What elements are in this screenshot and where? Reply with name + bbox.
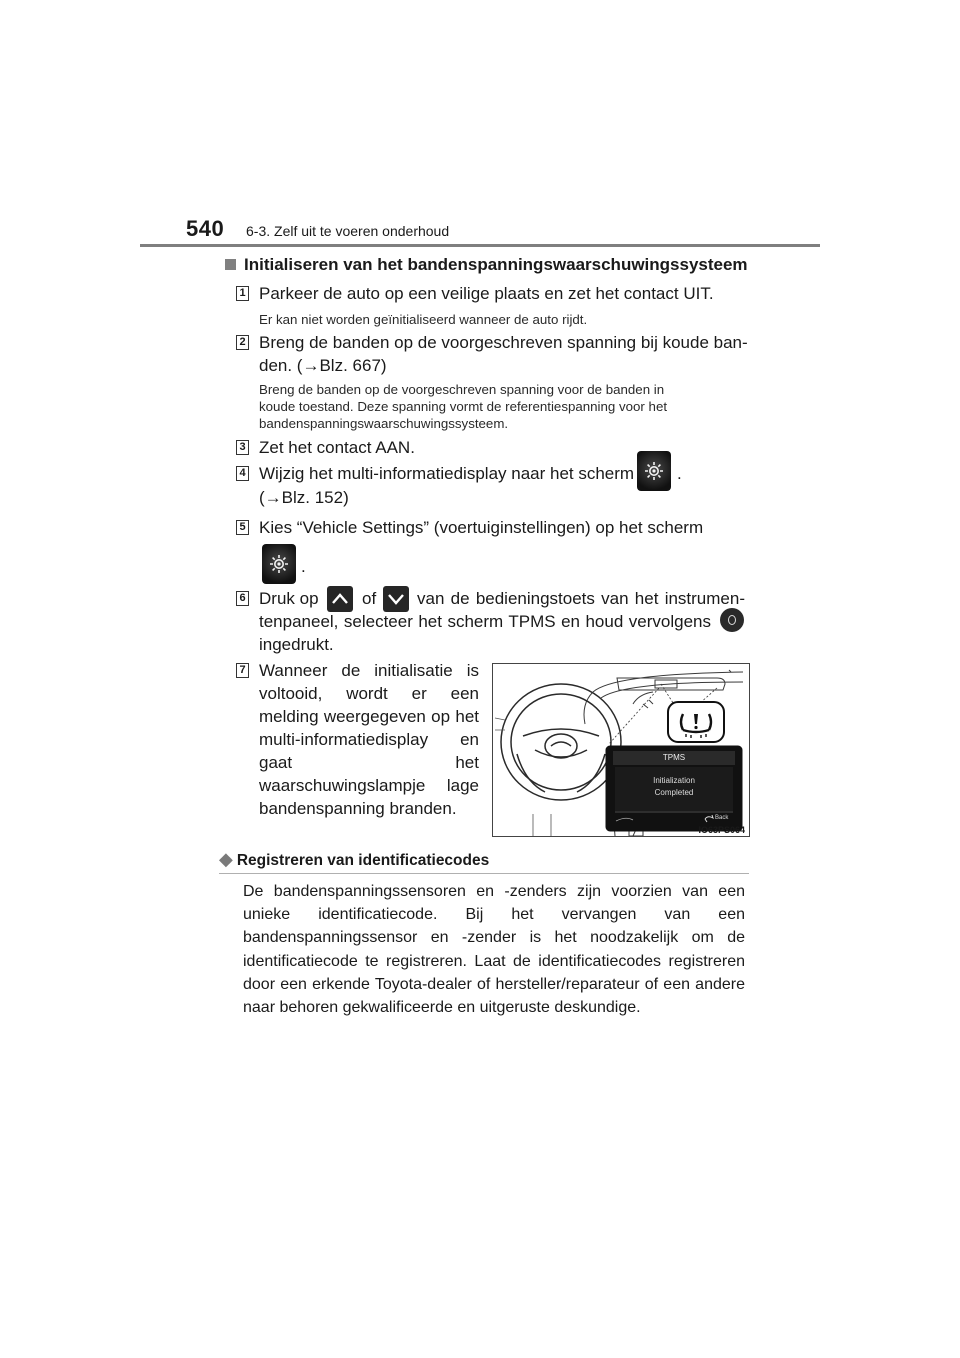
instrument-panel-illustration: [492, 663, 750, 837]
settings-gear-icon: [637, 451, 671, 491]
header-divider: [140, 244, 820, 247]
subsection-heading-text: Registreren van identificatiecodes: [236, 852, 490, 869]
diamond-bullet-icon: ◆: [219, 849, 233, 869]
figure-code: IO63PS064: [698, 825, 745, 835]
step-number-7: 7: [236, 663, 249, 678]
step-1-note: Er kan niet worden geïnitialiseerd wanneer de auto rijdt.: [259, 312, 588, 327]
step-2-note-line1: Breng de banden op de voorgeschreven spanning voor de banden in: [259, 382, 665, 397]
subsection-divider: [219, 873, 749, 874]
step-6-line3: ingedrukt.: [259, 635, 334, 654]
step-number-3: 3: [236, 440, 249, 455]
step-2-note-line2: koude toestand. Deze spanning vormt de referentiespanning voor het: [259, 399, 668, 414]
settings-gear-icon: [262, 544, 296, 584]
down-arrow-button-icon: [383, 586, 409, 612]
step-2-note-line3: bandenspanningswaarschuwingssysteem.: [259, 416, 509, 431]
step-6-druk-op: Druk op: [259, 589, 319, 608]
step-number-1: 1: [236, 286, 249, 301]
section-heading-text: Initialiseren van het bandenspanningswaarschuwingssysteem: [244, 255, 748, 274]
step-5-line2: .: [301, 557, 306, 576]
step-number-4: 4: [236, 466, 249, 481]
step-4-line1a: Wijzig het multi-informatiedisplay naar het scherm: [259, 464, 635, 483]
step-number-2: 2: [236, 335, 249, 350]
step-4-line2: (→Blz. 152): [259, 488, 349, 507]
subsection-heading: [219, 849, 489, 870]
section-label: 6-3. Zelf uit te voeren onderhoud: [246, 223, 450, 239]
step-4-line1b: .: [677, 464, 682, 483]
page-number: 540: [186, 216, 225, 241]
section-heading: [225, 255, 748, 275]
step-number-5: 5: [236, 520, 249, 535]
ok-button-icon: [720, 608, 744, 632]
step-number-6: 6: [236, 591, 249, 606]
step-1-text: Parkeer de auto op een veilige plaats en zet het contact UIT.: [259, 284, 714, 303]
up-arrow-button-icon: [327, 586, 353, 612]
step-6-line1c: van de bedieningstoets van het instrumen-: [417, 589, 745, 608]
square-bullet-icon: [225, 259, 236, 270]
step-3-text: Zet het contact AAN.: [259, 438, 415, 457]
step-2-line1: Breng de banden op de voorgeschreven spanning bij koude ban-: [259, 333, 748, 352]
step-2-line2: den. (→Blz. 667): [259, 356, 387, 375]
screen-back-label: Back: [715, 815, 729, 821]
subsection-body: De bandenspanningssensoren en -zenders zijn voorzien van een unieke identificatiecode. Bij het vervangen van een bandenspanningssensor en -zender is het noodzakelijk om de identificatiecode te registreren. Laat de identificatiecodes registreren door een erkende Toyota-dealer of hersteller/reparateur of een andere naar behoren gekwalificeerde en uitgeruste deskundige.: [243, 883, 745, 1017]
dashboard-drawing: [493, 664, 749, 836]
step-7-text: Wanneer de initialisatie is voltooid, wordt er een melding weergegeven op het multi-informatiedisplay en gaat het waarschuwingslampje lage bandenspanning branden.: [259, 661, 479, 818]
step-6-of: of: [362, 589, 377, 608]
screen-line2: Completed: [654, 788, 694, 797]
step-5-line1: Kies “Vehicle Settings” (voertuiginstellingen) op het scherm: [259, 518, 704, 537]
screen-line1: Initialization: [653, 776, 695, 785]
screen-title: TPMS: [662, 753, 686, 762]
step-6-line2: tenpaneel, selecteer het scherm TPMS en houd vervolgens: [259, 612, 711, 631]
